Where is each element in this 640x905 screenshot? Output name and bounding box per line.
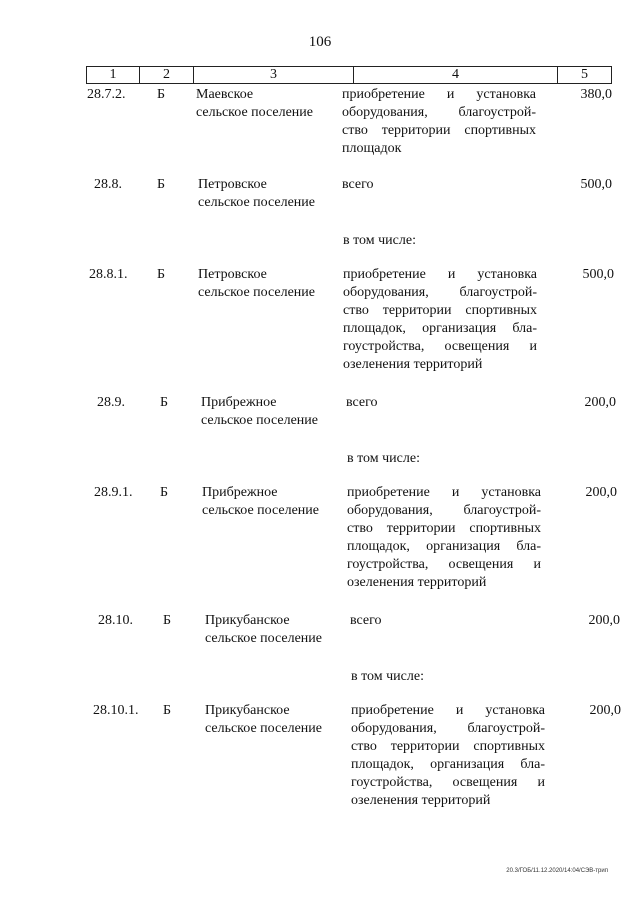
row-code: 28.10. <box>98 613 133 628</box>
row-settlement-name-line2: сельское поселение <box>202 503 319 518</box>
row-description <box>347 484 541 592</box>
row-description-line: гоустройства, освещения и <box>343 339 537 354</box>
row-amount: 200,0 <box>589 703 621 718</box>
row-description-line: площадок, организация бла- <box>347 539 541 554</box>
note-in-that-number: в том числе: <box>351 669 424 684</box>
row-code: 28.9. <box>97 395 125 410</box>
row-description-line: всего <box>350 613 382 628</box>
row-amount: 500,0 <box>582 267 614 282</box>
row-description-line: гоустройства, освещения и <box>351 775 545 790</box>
note-in-that-number: в том числе: <box>343 233 416 248</box>
row-settlement-name-line2: сельское поселение <box>205 631 322 646</box>
row-description-line: озеленения территорий <box>351 793 491 808</box>
row-amount: 200,0 <box>588 613 620 628</box>
row-description <box>351 702 545 810</box>
row-description <box>343 266 537 374</box>
row-description-line: площадок, организация бла- <box>343 321 537 336</box>
row-code: 28.8. <box>94 177 122 192</box>
row-description-line: приобретение и установка <box>351 703 545 718</box>
row-code: 28.8.1. <box>89 267 128 282</box>
row-settlement-name-line2: сельское поселение <box>198 195 315 210</box>
row-settlement-name-line1: Маевское <box>196 87 254 102</box>
row-description <box>342 176 536 194</box>
row-category: Б <box>163 613 172 628</box>
row-description-line: приобретение и установка <box>347 485 541 500</box>
row-description-line: оборудования, благоустрой- <box>343 285 537 300</box>
footer-stamp: 20.3/ГОБ/11.12.2020/14:04/СЭВ-трип <box>506 868 608 874</box>
header-col-1: 1 <box>87 67 140 83</box>
row-settlement-name-line2: сельское поселение <box>198 285 315 300</box>
row-code: 28.10.1. <box>93 703 139 718</box>
row-category: Б <box>160 485 169 500</box>
header-col-4: 4 <box>354 67 558 83</box>
row-settlement-name-line1: Петровское <box>198 177 267 192</box>
row-description-line: ство территории спортивных <box>342 123 536 138</box>
row-amount: 200,0 <box>585 485 617 500</box>
row-description-line: площадок, организация бла- <box>351 757 545 772</box>
row-category: Б <box>163 703 172 718</box>
header-col-5: 5 <box>581 67 588 82</box>
note-in-that-number: в том числе: <box>347 451 420 466</box>
row-description-line: оборудования, благоустрой- <box>342 105 536 120</box>
row-description-line: ство территории спортивных <box>347 521 541 536</box>
row-settlement-name-line1: Прибрежное <box>201 395 277 410</box>
row-amount: 500,0 <box>580 177 612 192</box>
row-category: Б <box>160 395 169 410</box>
row-description-line: площадок <box>342 141 402 156</box>
row-settlement-name-line1: Прикубанское <box>205 703 290 718</box>
row-category: Б <box>157 87 166 102</box>
row-category: Б <box>157 267 166 282</box>
row-description <box>346 394 540 412</box>
table-header <box>86 66 612 84</box>
row-description-line: оборудования, благоустрой- <box>351 721 545 736</box>
row-settlement-name-line1: Прибрежное <box>202 485 278 500</box>
row-category: Б <box>157 177 166 192</box>
page-number: 106 <box>308 34 332 50</box>
row-code: 28.7.2. <box>87 87 126 102</box>
row-description <box>342 86 536 158</box>
row-description-line: приобретение и установка <box>343 267 537 282</box>
row-description <box>350 612 544 630</box>
row-description-line: гоустройства, освещения и <box>347 557 541 572</box>
row-description-line: озеленения территорий <box>343 357 483 372</box>
row-amount: 200,0 <box>584 395 616 410</box>
row-description-line: ство территории спортивных <box>351 739 545 754</box>
row-description-line: всего <box>346 395 378 410</box>
row-code: 28.9.1. <box>94 485 133 500</box>
row-settlement-name-line2: сельское поселение <box>196 105 313 120</box>
row-settlement-name-line1: Петровское <box>198 267 267 282</box>
row-settlement-name-line1: Прикубанское <box>205 613 290 628</box>
row-description-line: ство территории спортивных <box>343 303 537 318</box>
row-amount: 380,0 <box>580 87 612 102</box>
header-col-3: 3 <box>194 67 354 83</box>
row-description-line: всего <box>342 177 374 192</box>
row-description-line: озеленения территорий <box>347 575 487 590</box>
header-col-2: 2 <box>140 67 194 83</box>
row-settlement-name-line2: сельское поселение <box>201 413 318 428</box>
row-settlement-name-line2: сельское поселение <box>205 721 322 736</box>
row-description-line: приобретение и установка <box>342 87 536 102</box>
row-description-line: оборудования, благоустрой- <box>347 503 541 518</box>
